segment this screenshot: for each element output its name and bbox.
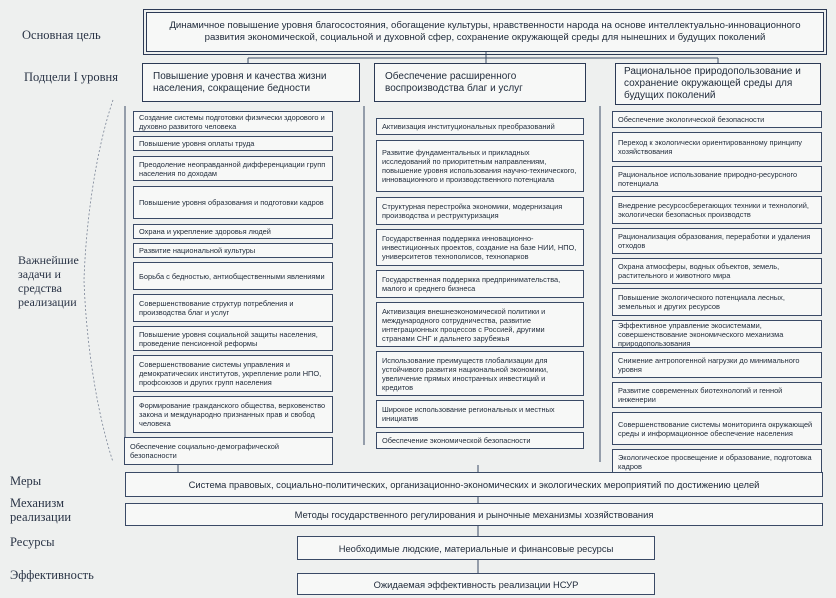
- list-item: Экологическое просвещение и образование, подготовка кадров: [612, 449, 822, 475]
- main-goal-box: Динамичное повышение уровня благосостояния, обогащение культуры, нравственности народа на основе интеллектуально-инновационного развития экономической, социальной и духовной сфер, сохранение окружающей среды для нынешних и будущих поколений: [146, 12, 824, 52]
- label-sub-goals: Подцели I уровня: [24, 70, 118, 84]
- list-item: Обеспечение социально-демографической безопасности: [124, 437, 333, 465]
- label-main-goal: Основная цель: [22, 28, 101, 42]
- list-item: Обеспечение экологической безопасности: [612, 111, 822, 128]
- list-item: Повышение уровня образования и подготовки кадров: [133, 186, 333, 219]
- list-item: Широкое использование региональных и местных инициатив: [376, 400, 584, 428]
- label-tasks: Важнейшие задачи и средства реализации: [18, 253, 79, 309]
- column-header-nature: Рациональное природопользование и сохранение окружающей среды для будущих поколений: [615, 63, 821, 105]
- list-item: Формирование гражданского общества, верховенство закона и международно признанных прав и свобод человека: [133, 396, 333, 433]
- list-item: Развитие современных биотехнологий и генной инженерии: [612, 382, 822, 408]
- list-item: Обеспечение экономической безопасности: [376, 432, 584, 449]
- list-item: Государственная поддержка предпринимательства, малого и среднего бизнеса: [376, 270, 584, 298]
- list-item: Рационализация образования, переработки и удаления отходов: [612, 228, 822, 254]
- list-item: Создание системы подготовки физически здорового и духовно развитого человека: [133, 111, 333, 132]
- label-efficiency: Эффективность: [10, 568, 94, 582]
- list-item: Повышение экологического потенциала лесных, земельных и других ресурсов: [612, 288, 822, 316]
- list-item: Внедрение ресурсосберегающих техники и технологий, экологически безопасных производств: [612, 196, 822, 224]
- list-item: Развитие фундаментальных и прикладных исследований по приоритетным направлениям, повышение уровня использования научно-технического, инновационного и производственного потенциала: [376, 140, 584, 192]
- list-item: Использование преимуществ глобализации для устойчивого развития национальной экономики, увеличение прямых иностранных инвестиций и кредитов: [376, 351, 584, 396]
- list-item: Эффективное управление экосистемами, совершенствование экономического механизма природопользования: [612, 320, 822, 348]
- list-item: Борьба с бедностью, антиобщественными явлениями: [133, 262, 333, 290]
- list-item: Совершенствование системы мониторинга окружающей среды и информационное обеспечение населения: [612, 412, 822, 445]
- efficiency-box: Ожидаемая эффективность реализации НСУР: [297, 573, 655, 595]
- list-item: Снижение антропогенной нагрузки до минимального уровня: [612, 352, 822, 378]
- label-measures: Меры: [10, 474, 42, 488]
- column-header-living-standards: Повышение уровня и качества жизни населения, сокращение бедности: [142, 63, 360, 102]
- list-item: Структурная перестройка экономики, модернизация производства и реструктуризация: [376, 197, 584, 225]
- list-item: Активизация внешнеэкономической политики и международного сотрудничества, развитие интеграционных процессов с Россией, другими странами СНГ и дальнего зарубежья: [376, 302, 584, 347]
- label-resources: Ресурсы: [10, 535, 55, 549]
- measures-box: Система правовых, социально-политических, организационно-экономических и экологических мероприятий по достижению целей: [125, 472, 823, 497]
- list-item: Переход к экологически ориентированному принципу хозяйствования: [612, 132, 822, 162]
- list-item: Активизация институциональных преобразований: [376, 118, 584, 135]
- list-item: Повышение уровня оплаты труда: [133, 136, 333, 151]
- list-item: Охрана атмосферы, водных объектов, земель, растительного и животного мира: [612, 258, 822, 284]
- list-item: Развитие национальной культуры: [133, 243, 333, 258]
- list-item: Охрана и укрепление здоровья людей: [133, 224, 333, 239]
- label-mechanism: Механизм реализации: [10, 496, 72, 524]
- list-item: Совершенствование системы управления и демократических институтов, укрепление роли НПО, профсоюзов и других групп населения: [133, 355, 333, 392]
- column-header-reproduction: Обеспечение расширенного воспроизводства благ и услуг: [374, 63, 586, 102]
- list-item: Государственная поддержка инновационно-инвестиционных проектов, создание на базе НИИ, НПО, университетов технополисов, технопарков: [376, 229, 584, 266]
- list-item: Рациональное использование природно-ресурсного потенциала: [612, 166, 822, 192]
- list-item: Совершенствование структур потребления и производства благ и услуг: [133, 294, 333, 322]
- mechanism-box: Методы государственного регулирования и рыночные механизмы хозяйствования: [125, 503, 823, 526]
- resources-box: Необходимые людские, материальные и финансовые ресурсы: [297, 536, 655, 560]
- list-item: Преодоление неоправданной дифференциации групп населения по доходам: [133, 156, 333, 181]
- list-item: Повышение уровня социальной защиты населения, проведение пенсионной реформы: [133, 326, 333, 351]
